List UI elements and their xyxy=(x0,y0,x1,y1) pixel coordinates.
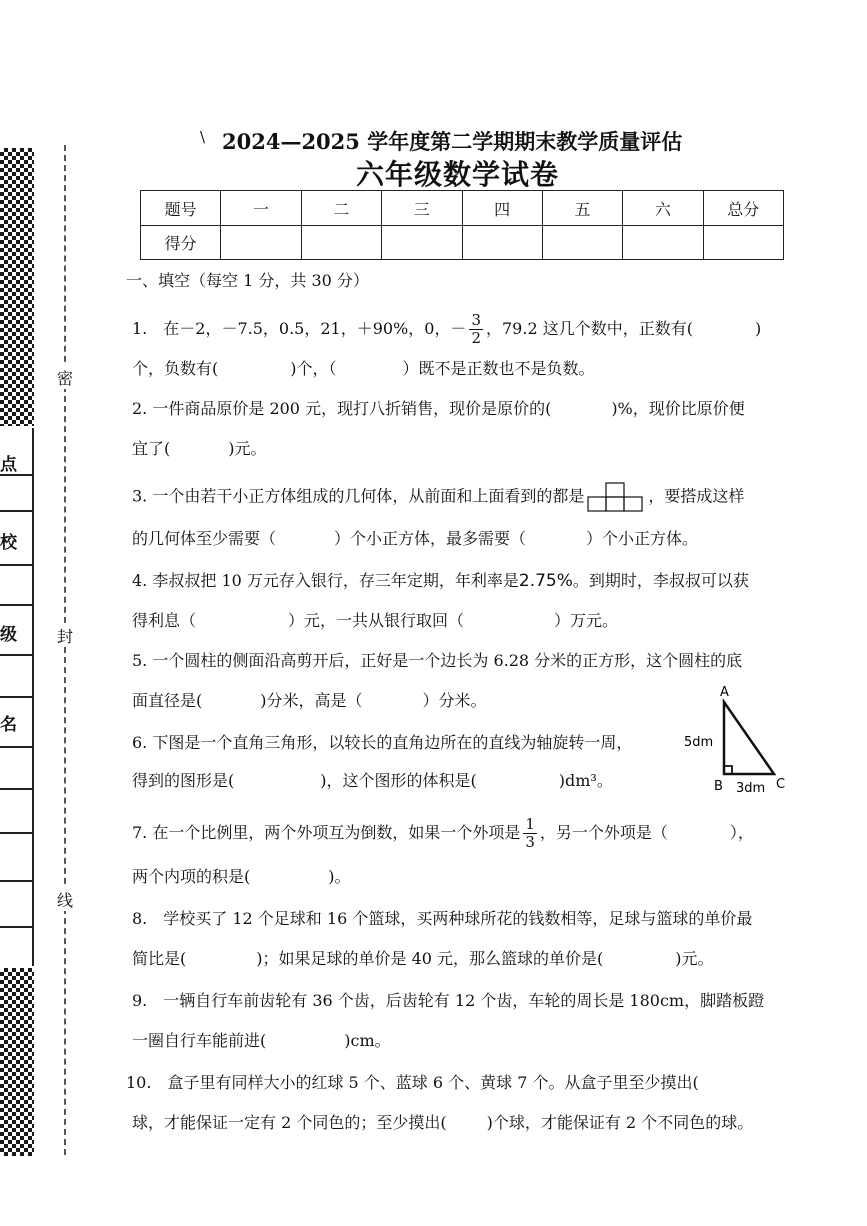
binding-divider xyxy=(0,926,32,928)
question-2-text: )%，现价比原价便 xyxy=(611,399,745,418)
question-6-line-1: 6. 下图是一个直角三角形，以较长的直角边所在的直线为轴旋转一周， xyxy=(132,733,633,752)
score-table-header-row xyxy=(141,191,784,226)
question-5-line-2 xyxy=(132,690,487,712)
binding-divider xyxy=(0,880,32,882)
fraction-one-third xyxy=(523,816,537,851)
question-4-text: ）万元。 xyxy=(554,611,619,630)
score-cell[interactable] xyxy=(382,226,462,260)
fraction-denominator: 3 xyxy=(525,833,535,851)
exam-header-title: 2024—2025 学年度第二学期期末教学质量评估 xyxy=(222,129,683,154)
question-8-text: 简比是( xyxy=(132,949,187,968)
binding-label-class: 级 xyxy=(0,625,17,645)
binding-divider xyxy=(0,832,32,834)
question-4-text: ）元，一共从银行取回（ xyxy=(288,611,465,630)
question-5-text: )分米，高是（ xyxy=(260,691,363,710)
question-1-text: ) xyxy=(754,319,762,338)
question-1-text: ）既不是正数也不是负数。 xyxy=(402,359,595,378)
question-10-line-1: 10. 盒子里有同样大小的红球 5 个、蓝球 6 个、黄球 7 个。从盒子里至少摸出( xyxy=(126,1073,699,1092)
question-1-line-2 xyxy=(132,358,595,380)
interest-rate: 2.75% xyxy=(518,571,573,591)
score-header-cell: 四 xyxy=(462,191,542,226)
question-9-text: 一圈自行车能前进( xyxy=(132,1031,267,1050)
seal-char-xian: 线 xyxy=(54,888,76,911)
question-4-line-1 xyxy=(132,570,749,592)
score-cell[interactable] xyxy=(221,226,301,260)
binding-divider xyxy=(0,746,32,748)
question-8-line-2 xyxy=(132,948,714,970)
question-4-line-2 xyxy=(132,610,618,632)
header-mark: \ xyxy=(200,128,206,146)
binding-divider xyxy=(0,604,32,606)
score-cell[interactable] xyxy=(301,226,381,260)
binding-divider xyxy=(0,510,32,512)
score-row-label: 得分 xyxy=(141,226,221,260)
question-2-text: )元。 xyxy=(228,439,267,458)
question-5-text: 面直径是( xyxy=(132,691,203,710)
question-8-text: )；如果足球的单价是 40 元，那么篮球的单价是( xyxy=(256,949,604,968)
vertex-label-c: C xyxy=(776,777,786,792)
question-1-line-1 xyxy=(132,312,761,347)
question-7-text: 7. 在一个比例里，两个外项互为倒数，如果一个外项是 xyxy=(132,823,521,842)
side-label-bc: 3dm xyxy=(736,781,766,796)
score-cell[interactable] xyxy=(462,226,542,260)
question-7-line-2 xyxy=(132,866,351,888)
score-header-cell: 一 xyxy=(221,191,301,226)
score-header-cell: 五 xyxy=(542,191,622,226)
question-10-line-2 xyxy=(132,1112,753,1134)
right-triangle-figure xyxy=(680,684,800,796)
question-7-text: ，另一个外项是（ xyxy=(539,823,668,842)
seal-char-feng: 封 xyxy=(54,624,76,647)
question-9-line-1: 9. 一辆自行车前齿轮有 36 个齿，后齿轮有 12 个齿，车轮的周长是 180cm，脚踏板蹬 xyxy=(132,991,765,1010)
side-label-ab: 5dm xyxy=(684,735,714,750)
vertex-label-b: B xyxy=(714,779,723,794)
question-2-line-1 xyxy=(132,398,745,420)
question-5-line-1: 5. 一个圆柱的侧面沿高剪开后，正好是一个边长为 6.28 分米的正方形，这个圆柱的底 xyxy=(132,651,743,670)
fraction-denominator: 2 xyxy=(471,329,481,347)
score-cell[interactable] xyxy=(542,226,622,260)
seal-dashed-line xyxy=(64,145,66,1155)
exam-main-title: 六年级数学试卷 xyxy=(356,158,560,191)
question-6-text: )dm³。 xyxy=(558,771,613,790)
question-3-text: ）个小正方体，最多需要（ xyxy=(334,529,527,548)
question-7-text: 两个内项的积是( xyxy=(132,867,251,886)
question-6-text: 得到的图形是( xyxy=(132,771,235,790)
question-7-text: )。 xyxy=(328,867,351,886)
binding-divider xyxy=(0,788,32,790)
triangle-shape xyxy=(724,702,774,774)
binding-pattern-top xyxy=(0,148,34,426)
question-2-text: 2. 一件商品原价是 200 元，现打八折销售，现价是原价的( xyxy=(132,399,552,418)
question-7-line-1 xyxy=(132,816,754,851)
question-3-text: ，要搭成这样 xyxy=(648,486,745,506)
question-3-text: ）个小正方体。 xyxy=(586,529,699,548)
score-header-cell: 二 xyxy=(301,191,381,226)
question-4-text: 得利息（ xyxy=(132,611,197,630)
score-table-score-row xyxy=(141,226,784,260)
question-9-line-2 xyxy=(132,1030,391,1052)
score-header-cell: 总分 xyxy=(703,191,783,226)
question-3-line-1 xyxy=(132,482,744,512)
question-2-text: 宜了( xyxy=(132,439,171,458)
question-1-text: 1. 在－2，－7.5，0.5，21，＋90%，0，－ xyxy=(132,319,467,338)
fraction-three-halves xyxy=(469,312,483,347)
score-header-cell: 六 xyxy=(623,191,703,226)
binding-label-school: 校 xyxy=(0,533,17,553)
vertex-label-a: A xyxy=(720,685,729,700)
score-table xyxy=(140,190,784,260)
score-header-cell: 题号 xyxy=(141,191,221,226)
binding-pattern-bottom xyxy=(0,968,34,1156)
binding-divider xyxy=(0,474,32,476)
question-3-text: 3. 一个由若干小正方体组成的几何体，从前面和上面看到的都是 xyxy=(132,486,585,506)
score-header-cell: 三 xyxy=(382,191,462,226)
section-heading: 一、填空（每空 1 分，共 30 分） xyxy=(126,271,369,290)
question-6-text: )，这个图形的体积是( xyxy=(320,771,477,790)
score-cell[interactable] xyxy=(703,226,783,260)
seal-char-mi: 密 xyxy=(54,366,76,389)
question-8-text: )元。 xyxy=(675,949,714,968)
binding-divider xyxy=(0,696,32,698)
cube-view-figure xyxy=(586,482,646,512)
binding-label-kaodian: 点 xyxy=(0,455,17,475)
question-5-text: ）分米。 xyxy=(422,691,487,710)
binding-info-box xyxy=(0,428,34,966)
question-9-text: )cm。 xyxy=(344,1031,391,1050)
question-4-text: 4. 李叔叔把 10 万元存入银行，存三年定期，年利率是 xyxy=(132,571,519,590)
fraction-numerator: 1 xyxy=(525,815,535,833)
binding-divider xyxy=(0,564,32,566)
question-10-text: 球，才能保证一定有 2 个同色的；至少摸出( xyxy=(132,1113,447,1132)
fraction-numerator: 3 xyxy=(471,311,481,329)
question-8-line-1: 8. 学校买了 12 个足球和 16 个篮球，买两种球所花的钱数相等，足球与篮球的单价最 xyxy=(132,909,753,928)
question-1-text: ，79.2 这几个数中，正数有( xyxy=(486,319,693,338)
question-1-text: )个，（ xyxy=(290,359,337,378)
question-6-line-2 xyxy=(132,770,613,792)
binding-label-name: 名 xyxy=(0,715,17,735)
question-2-line-2 xyxy=(132,438,267,460)
question-7-text: ）， xyxy=(729,823,754,842)
question-10-text: )个球，才能保证有 2 个不同色的球。 xyxy=(486,1113,754,1132)
question-3-line-2 xyxy=(132,528,698,550)
binding-divider xyxy=(0,654,32,656)
question-1-text: 个，负数有( xyxy=(132,359,219,378)
question-4-text: 。到期时，李叔叔可以获 xyxy=(572,571,749,590)
question-3-text: 的几何体至少需要（ xyxy=(132,529,277,548)
score-cell[interactable] xyxy=(623,226,703,260)
